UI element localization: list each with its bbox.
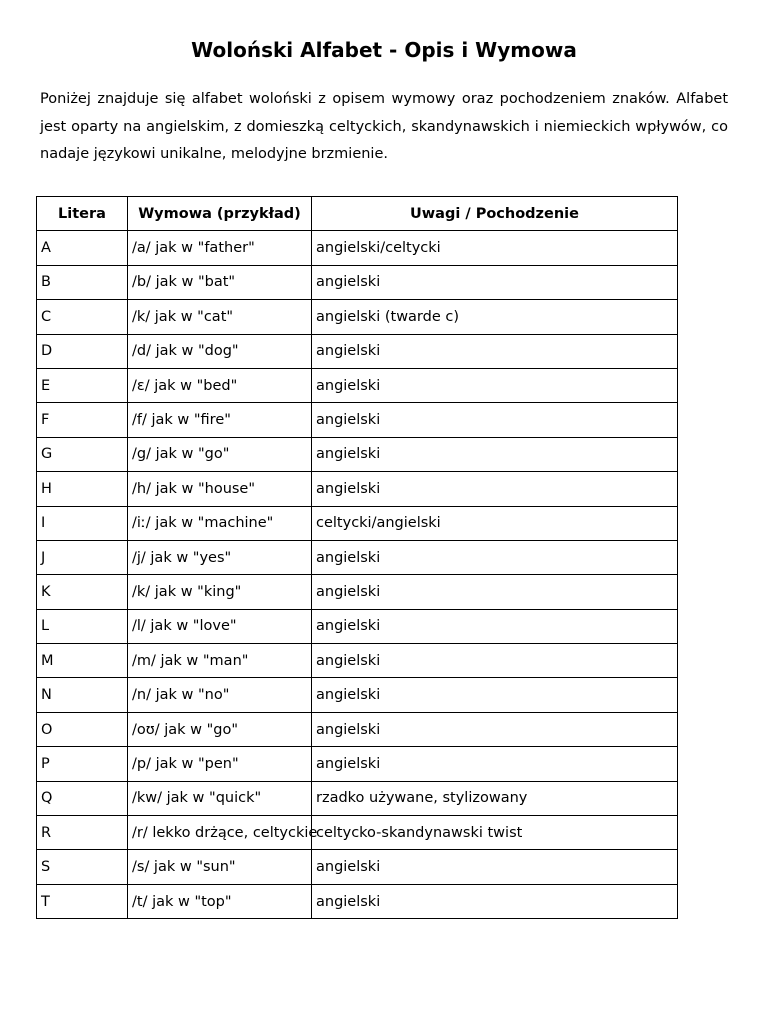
table-row: [37, 644, 678, 678]
table-row: [37, 678, 678, 712]
letter-cell: Q: [37, 781, 128, 815]
notes-cell: angielski: [312, 712, 678, 746]
letter-cell: J: [37, 540, 128, 574]
letter-cell: B: [37, 265, 128, 299]
notes-cell: angielski: [312, 850, 678, 884]
notes-cell: celtycki/angielski: [312, 506, 678, 540]
pronunciation-cell: /g/ jak w "go": [128, 437, 312, 471]
notes-cell: angielski: [312, 644, 678, 678]
notes-cell: angielski: [312, 678, 678, 712]
table-row: [37, 368, 678, 402]
page-title: Woloński Alfabet - Opis i Wymowa: [191, 38, 577, 62]
letter-cell: I: [37, 506, 128, 540]
notes-cell: angielski: [312, 472, 678, 506]
pronunciation-cell: /l/ jak w "love": [128, 609, 312, 643]
letter-cell: M: [37, 644, 128, 678]
pronunciation-cell: /h/ jak w "house": [128, 472, 312, 506]
table-body: [37, 231, 678, 919]
pronunciation-cell: /k/ jak w "king": [128, 575, 312, 609]
letter-cell: T: [37, 884, 128, 918]
letter-cell: S: [37, 850, 128, 884]
letter-cell: O: [37, 712, 128, 746]
table-row: [37, 437, 678, 471]
letter-cell: P: [37, 747, 128, 781]
notes-cell: angielski (twarde c): [312, 300, 678, 334]
table-row: [37, 747, 678, 781]
notes-cell: angielski: [312, 437, 678, 471]
notes-cell: celtycko-skandynawski twist: [312, 816, 678, 850]
alphabet-table: [36, 196, 678, 919]
column-header-notes: Uwagi / Pochodzenie: [312, 197, 678, 231]
pronunciation-cell: /oʊ/ jak w "go": [128, 712, 312, 746]
notes-cell: angielski/celtycki: [312, 231, 678, 265]
letter-cell: G: [37, 437, 128, 471]
pronunciation-cell: /n/ jak w "no": [128, 678, 312, 712]
table-row: [37, 506, 678, 540]
column-header-pronunciation: Wymowa (przykład): [128, 197, 312, 231]
letter-cell: K: [37, 575, 128, 609]
notes-cell: angielski: [312, 609, 678, 643]
table-row: [37, 231, 678, 265]
letter-cell: C: [37, 300, 128, 334]
table-row: [37, 884, 678, 918]
column-header-letter: Litera: [37, 197, 128, 231]
table-row: [37, 265, 678, 299]
pronunciation-cell: /j/ jak w "yes": [128, 540, 312, 574]
letter-cell: R: [37, 816, 128, 850]
table-row: [37, 540, 678, 574]
notes-cell: rzadko używane, stylizowany: [312, 781, 678, 815]
table-row: [37, 850, 678, 884]
pronunciation-cell: /d/ jak w "dog": [128, 334, 312, 368]
pronunciation-cell: /s/ jak w "sun": [128, 850, 312, 884]
letter-cell: E: [37, 368, 128, 402]
pronunciation-cell: /p/ jak w "pen": [128, 747, 312, 781]
table-row: [37, 472, 678, 506]
pronunciation-cell: /ɛ/ jak w "bed": [128, 368, 312, 402]
intro-paragraph: Poniżej znajduje się alfabet woloński z opisem wymowy oraz pochodzeniem znaków. Alfabet jest oparty na angielskim, z domieszką celtyckich, skandynawskich i niemieckich wpływów, co nadaje językowi unikalne, melodyjne brzmienie.: [40, 91, 728, 162]
notes-cell: angielski: [312, 368, 678, 402]
letter-cell: D: [37, 334, 128, 368]
table-row: [37, 300, 678, 334]
pronunciation-cell: /k/ jak w "cat": [128, 300, 312, 334]
letter-cell: F: [37, 403, 128, 437]
table-row: [37, 816, 678, 850]
letter-cell: H: [37, 472, 128, 506]
notes-cell: angielski: [312, 265, 678, 299]
table-row: [37, 609, 678, 643]
notes-cell: angielski: [312, 540, 678, 574]
pronunciation-cell: /r/ lekko drżące, celtyckie: [128, 816, 312, 850]
pronunciation-cell: /iː/ jak w "machine": [128, 506, 312, 540]
notes-cell: angielski: [312, 884, 678, 918]
pronunciation-cell: /b/ jak w "bat": [128, 265, 312, 299]
table-row: [37, 334, 678, 368]
notes-cell: angielski: [312, 403, 678, 437]
table-row: [37, 403, 678, 437]
letter-cell: N: [37, 678, 128, 712]
table-row: [37, 575, 678, 609]
pronunciation-cell: /m/ jak w "man": [128, 644, 312, 678]
table-row: [37, 781, 678, 815]
pronunciation-cell: /a/ jak w "father": [128, 231, 312, 265]
table-row: [37, 712, 678, 746]
notes-cell: angielski: [312, 334, 678, 368]
notes-cell: angielski: [312, 575, 678, 609]
table-header-row: [37, 197, 678, 231]
pronunciation-cell: /f/ jak w "fire": [128, 403, 312, 437]
letter-cell: A: [37, 231, 128, 265]
pronunciation-cell: /t/ jak w "top": [128, 884, 312, 918]
letter-cell: L: [37, 609, 128, 643]
pronunciation-cell: /kw/ jak w "quick": [128, 781, 312, 815]
notes-cell: angielski: [312, 747, 678, 781]
